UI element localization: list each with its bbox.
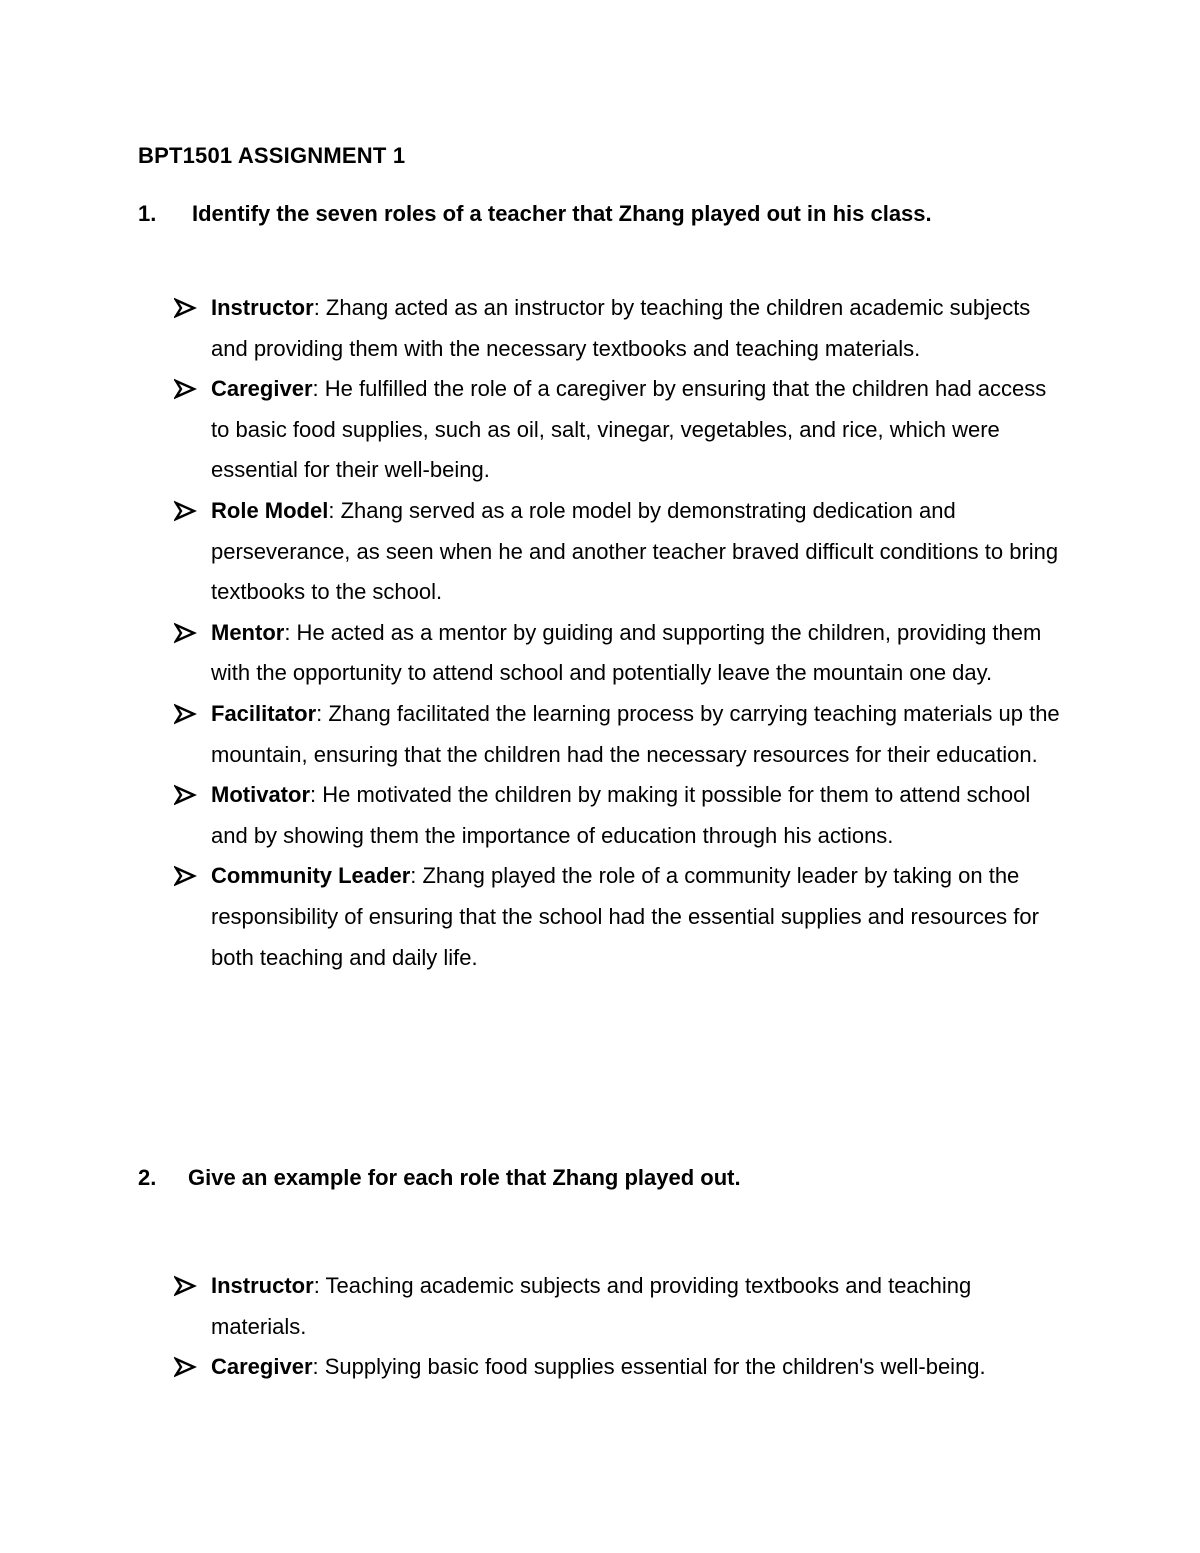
question-1-role-list — [0, 288, 1061, 978]
list-item — [0, 1266, 1061, 1347]
arrowhead-bullet-icon — [174, 1266, 198, 1306]
list-item — [0, 856, 1061, 978]
list-item — [0, 369, 1061, 491]
role-description: : Teaching academic subjects and providing textbooks and teaching materials. — [211, 1273, 972, 1339]
role-name: Instructor — [211, 1273, 314, 1298]
arrowhead-bullet-icon — [174, 288, 198, 328]
list-item — [0, 288, 1061, 369]
list-item — [0, 775, 1061, 856]
role-description: : He acted as a mentor by guiding and supporting the children, providing them with the opportunity to attend school and potentially leave the mountain one day. — [211, 619, 1042, 686]
role-name: Mentor — [211, 619, 285, 645]
arrowhead-bullet-icon — [174, 491, 198, 531]
role-name: Facilitator — [211, 700, 317, 726]
document-title: BPT1501 ASSIGNMENT 1 — [138, 143, 406, 168]
arrowhead-bullet-icon — [174, 369, 198, 409]
question-number: 2. — [138, 1165, 157, 1190]
list-item — [0, 613, 1061, 694]
role-name: Caregiver — [211, 376, 313, 402]
role-description: : Zhang facilitated the learning process by carrying teaching materials up the mountain, ensuring that the children had the necessary resources for their education. — [211, 700, 1060, 767]
question-2-role-list — [0, 1266, 1061, 1388]
question-2 — [138, 1165, 741, 1191]
list-item — [0, 1347, 1061, 1388]
role-name: Role Model — [211, 497, 329, 523]
role-description: : Zhang played the role of a community leader by taking on the responsibility of ensuring that the school had the essential supplies and resources for both teaching and daily life. — [211, 863, 1039, 970]
question-1 — [138, 201, 932, 227]
role-description: : Zhang acted as an instructor by teaching the children academic subjects and providing them with the necessary textbooks and teaching materials. — [211, 295, 1031, 361]
role-description: : Zhang served as a role model by demonstrating dedication and perseverance, as seen when he and another teacher braved difficult conditions to bring textbooks to the school. — [211, 497, 1059, 605]
role-name: Motivator — [211, 782, 310, 808]
list-item — [0, 491, 1061, 613]
arrowhead-bullet-icon — [174, 1347, 198, 1387]
question-text: Give an example for each role that Zhang played out. — [188, 1165, 741, 1190]
role-description: : He fulfilled the role of a caregiver by ensuring that the children had access to basic food supplies, such as oil, salt, vinegar, vegetables, and rice, which were essential for their well-being. — [211, 376, 1047, 483]
arrowhead-bullet-icon — [174, 694, 198, 734]
list-item — [0, 694, 1061, 775]
question-text: Identify the seven roles of a teacher that Zhang played out in his class. — [192, 201, 932, 226]
role-description: : He motivated the children by making it possible for them to attend school and by showing them the importance of education through his actions. — [211, 782, 1031, 848]
role-name: Community Leader — [211, 863, 411, 889]
role-name: Caregiver — [211, 1354, 313, 1380]
arrowhead-bullet-icon — [174, 856, 198, 896]
arrowhead-bullet-icon — [174, 775, 198, 815]
arrowhead-bullet-icon — [174, 613, 198, 653]
question-number: 1. — [138, 201, 157, 226]
role-description: : Supplying basic food supplies essential for the children's well-being. — [312, 1354, 986, 1380]
role-name: Instructor — [211, 295, 314, 320]
